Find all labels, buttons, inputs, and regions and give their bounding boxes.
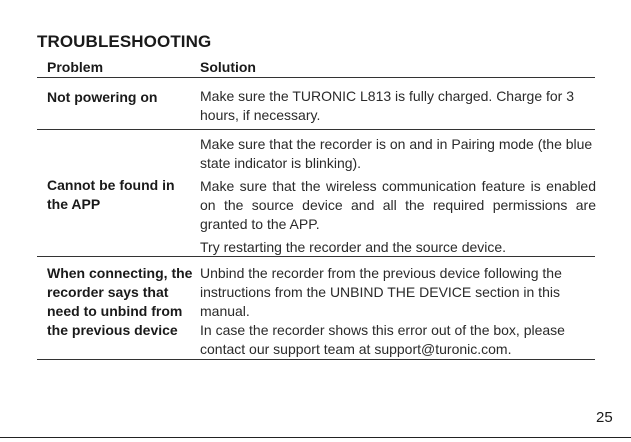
table-row (37, 78, 595, 130)
solution-cell (200, 87, 596, 125)
solution-text: Make sure that the recorder is on and in Pairing mode (the blue state indicator is blinking). (200, 136, 593, 171)
solution-text: Make sure that the wireless communication feature is enabled on the source device and all the required permissions are granted to the APP. (200, 178, 596, 232)
solution-text: Make sure the TURONIC L813 is fully charged. Charge for 3 hours, if necessary. (200, 88, 575, 123)
table-row (37, 130, 595, 257)
solution-text: Try restarting the recorder and the source device. (200, 239, 507, 255)
solution-column-header: Solution (200, 59, 256, 75)
table-header-row (37, 57, 595, 78)
solution-text: Unbind the recorder from the previous device following the instructions from the UNBIND THE DEVICE section in this manual. (200, 265, 562, 319)
problem-column-header: Problem (47, 59, 104, 75)
troubleshooting-table (37, 57, 595, 360)
page-number: 25 (596, 409, 613, 426)
problem-cell: When connecting, the recorder says that need to unbind from the previous device (47, 265, 193, 338)
solution-cell (200, 264, 596, 359)
problem-cell: Not powering on (47, 89, 158, 105)
page-title: TROUBLESHOOTING (37, 32, 212, 51)
page-bottom-divider (0, 437, 631, 438)
table-row (37, 257, 595, 360)
solution-text: In case the recorder shows this error out of the box, please contact our support team at support@turonic.com. (200, 322, 565, 357)
solution-cell (200, 135, 596, 257)
problem-cell: Cannot be found in the APP (47, 177, 175, 212)
